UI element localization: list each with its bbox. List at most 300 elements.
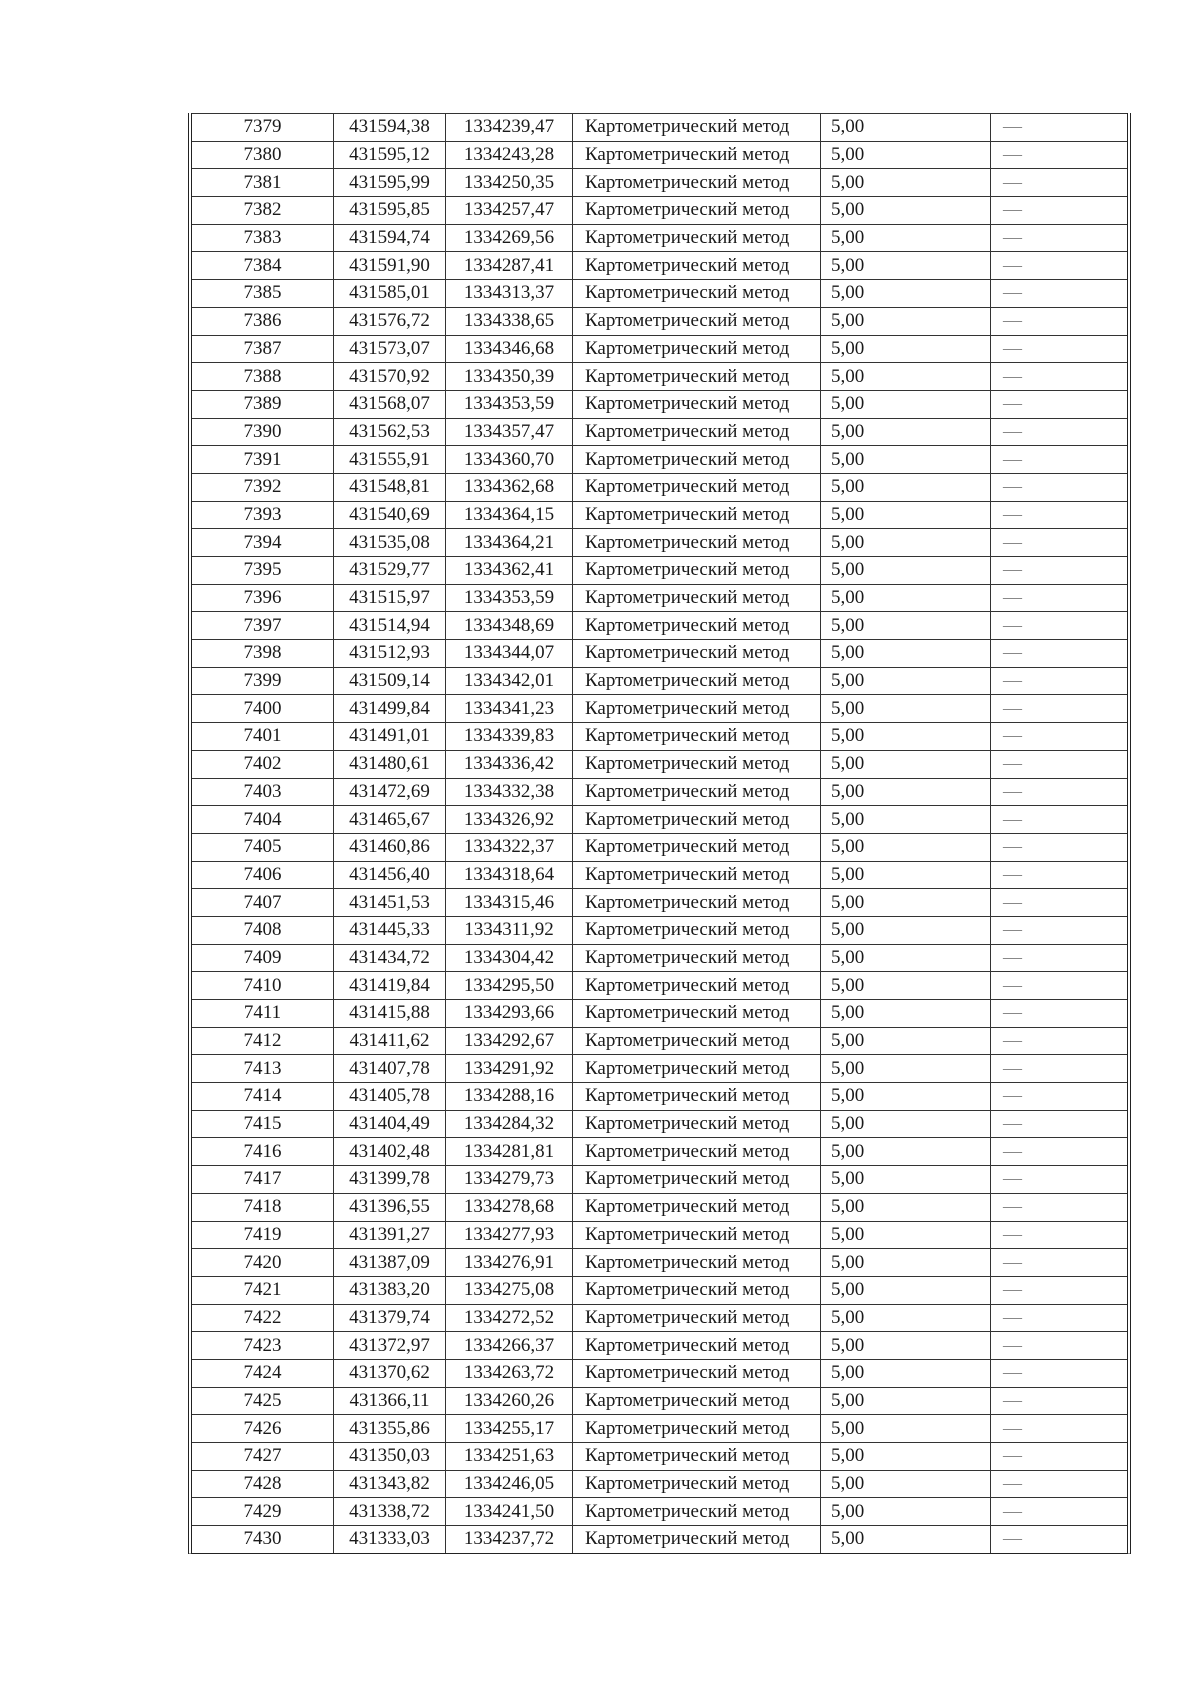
accuracy-cell: 5,00 bbox=[821, 640, 991, 668]
method-cell: Картометрический метод bbox=[573, 861, 821, 889]
accuracy-cell: 5,00 bbox=[821, 889, 991, 917]
point-number-cell: 7406 bbox=[192, 861, 334, 889]
note-cell: — bbox=[991, 1470, 1128, 1498]
table-row bbox=[192, 1332, 1127, 1360]
method-cell: Картометрический метод bbox=[573, 197, 821, 225]
accuracy-cell: 5,00 bbox=[821, 1110, 991, 1138]
method-cell: Картометрический метод bbox=[573, 224, 821, 252]
accuracy-cell: 5,00 bbox=[821, 861, 991, 889]
accuracy-cell: 5,00 bbox=[821, 1138, 991, 1166]
point-number-cell: 7385 bbox=[192, 280, 334, 308]
note-cell: — bbox=[991, 307, 1128, 335]
y-coordinate-cell: 1334318,64 bbox=[446, 861, 573, 889]
y-coordinate-cell: 1334348,69 bbox=[446, 612, 573, 640]
y-coordinate-cell: 1334346,68 bbox=[446, 335, 573, 363]
table-row bbox=[192, 1027, 1127, 1055]
y-coordinate-cell: 1334272,52 bbox=[446, 1304, 573, 1332]
note-cell: — bbox=[991, 1055, 1128, 1083]
note-cell: — bbox=[991, 972, 1128, 1000]
table-row bbox=[192, 833, 1127, 861]
accuracy-cell: 5,00 bbox=[821, 529, 991, 557]
accuracy-cell: 5,00 bbox=[821, 1193, 991, 1221]
point-number-cell: 7427 bbox=[192, 1443, 334, 1471]
note-cell: — bbox=[991, 750, 1128, 778]
table-row bbox=[192, 584, 1127, 612]
table-row bbox=[192, 1526, 1127, 1553]
accuracy-cell: 5,00 bbox=[821, 1055, 991, 1083]
x-coordinate-cell: 431594,38 bbox=[334, 114, 446, 142]
table-row bbox=[192, 1166, 1127, 1194]
method-cell: Картометрический метод bbox=[573, 1110, 821, 1138]
x-coordinate-cell: 431480,61 bbox=[334, 750, 446, 778]
accuracy-cell: 5,00 bbox=[821, 473, 991, 501]
table-row bbox=[192, 750, 1127, 778]
accuracy-cell: 5,00 bbox=[821, 723, 991, 751]
method-cell: Картометрический метод bbox=[573, 833, 821, 861]
method-cell: Картометрический метод bbox=[573, 1221, 821, 1249]
point-number-cell: 7428 bbox=[192, 1470, 334, 1498]
note-cell: — bbox=[991, 1387, 1128, 1415]
method-cell: Картометрический метод bbox=[573, 1526, 821, 1553]
accuracy-cell: 5,00 bbox=[821, 1443, 991, 1471]
accuracy-cell: 5,00 bbox=[821, 114, 991, 142]
note-cell: — bbox=[991, 1027, 1128, 1055]
y-coordinate-cell: 1334311,92 bbox=[446, 916, 573, 944]
note-cell: — bbox=[991, 1249, 1128, 1277]
note-cell: — bbox=[991, 584, 1128, 612]
table-row bbox=[192, 916, 1127, 944]
accuracy-cell: 5,00 bbox=[821, 1083, 991, 1111]
method-cell: Картометрический метод bbox=[573, 418, 821, 446]
point-number-cell: 7395 bbox=[192, 557, 334, 585]
y-coordinate-cell: 1334342,01 bbox=[446, 667, 573, 695]
table-row bbox=[192, 1276, 1127, 1304]
accuracy-cell: 5,00 bbox=[821, 944, 991, 972]
x-coordinate-cell: 431402,48 bbox=[334, 1138, 446, 1166]
x-coordinate-cell: 431434,72 bbox=[334, 944, 446, 972]
note-cell: — bbox=[991, 1000, 1128, 1028]
table-row bbox=[192, 1138, 1127, 1166]
method-cell: Картометрический метод bbox=[573, 806, 821, 834]
method-cell: Картометрический метод bbox=[573, 390, 821, 418]
point-number-cell: 7419 bbox=[192, 1221, 334, 1249]
method-cell: Картометрический метод bbox=[573, 141, 821, 169]
y-coordinate-cell: 1334360,70 bbox=[446, 446, 573, 474]
method-cell: Картометрический метод bbox=[573, 1193, 821, 1221]
point-number-cell: 7384 bbox=[192, 252, 334, 280]
table-row bbox=[192, 1000, 1127, 1028]
accuracy-cell: 5,00 bbox=[821, 972, 991, 1000]
note-cell: — bbox=[991, 557, 1128, 585]
accuracy-cell: 5,00 bbox=[821, 169, 991, 197]
table-row bbox=[192, 723, 1127, 751]
note-cell: — bbox=[991, 169, 1128, 197]
table-row bbox=[192, 252, 1127, 280]
method-cell: Картометрический метод bbox=[573, 667, 821, 695]
note-cell: — bbox=[991, 778, 1128, 806]
y-coordinate-cell: 1334269,56 bbox=[446, 224, 573, 252]
x-coordinate-cell: 431399,78 bbox=[334, 1166, 446, 1194]
note-cell: — bbox=[991, 723, 1128, 751]
note-cell: — bbox=[991, 833, 1128, 861]
accuracy-cell: 5,00 bbox=[821, 418, 991, 446]
point-number-cell: 7413 bbox=[192, 1055, 334, 1083]
table-row bbox=[192, 806, 1127, 834]
y-coordinate-cell: 1334246,05 bbox=[446, 1470, 573, 1498]
x-coordinate-cell: 431509,14 bbox=[334, 667, 446, 695]
note-cell: — bbox=[991, 141, 1128, 169]
y-coordinate-cell: 1334364,15 bbox=[446, 501, 573, 529]
method-cell: Картометрический метод bbox=[573, 1415, 821, 1443]
method-cell: Картометрический метод bbox=[573, 1443, 821, 1471]
x-coordinate-cell: 431535,08 bbox=[334, 529, 446, 557]
x-coordinate-cell: 431585,01 bbox=[334, 280, 446, 308]
method-cell: Картометрический метод bbox=[573, 1332, 821, 1360]
y-coordinate-cell: 1334237,72 bbox=[446, 1526, 573, 1553]
point-number-cell: 7404 bbox=[192, 806, 334, 834]
y-coordinate-cell: 1334295,50 bbox=[446, 972, 573, 1000]
note-cell: — bbox=[991, 640, 1128, 668]
method-cell: Картометрический метод bbox=[573, 252, 821, 280]
y-coordinate-cell: 1334260,26 bbox=[446, 1387, 573, 1415]
y-coordinate-cell: 1334304,42 bbox=[446, 944, 573, 972]
point-number-cell: 7409 bbox=[192, 944, 334, 972]
accuracy-cell: 5,00 bbox=[821, 141, 991, 169]
point-number-cell: 7393 bbox=[192, 501, 334, 529]
accuracy-cell: 5,00 bbox=[821, 806, 991, 834]
accuracy-cell: 5,00 bbox=[821, 833, 991, 861]
y-coordinate-cell: 1334255,17 bbox=[446, 1415, 573, 1443]
method-cell: Картометрический метод bbox=[573, 778, 821, 806]
accuracy-cell: 5,00 bbox=[821, 197, 991, 225]
x-coordinate-cell: 431548,81 bbox=[334, 473, 446, 501]
table-row bbox=[192, 473, 1127, 501]
accuracy-cell: 5,00 bbox=[821, 1000, 991, 1028]
x-coordinate-cell: 431529,77 bbox=[334, 557, 446, 585]
table-row bbox=[192, 695, 1127, 723]
point-number-cell: 7426 bbox=[192, 1415, 334, 1443]
method-cell: Картометрический метод bbox=[573, 280, 821, 308]
table-row bbox=[192, 1055, 1127, 1083]
method-cell: Картометрический метод bbox=[573, 501, 821, 529]
note-cell: — bbox=[991, 390, 1128, 418]
accuracy-cell: 5,00 bbox=[821, 307, 991, 335]
method-cell: Картометрический метод bbox=[573, 889, 821, 917]
accuracy-cell: 5,00 bbox=[821, 1249, 991, 1277]
accuracy-cell: 5,00 bbox=[821, 612, 991, 640]
method-cell: Картометрический метод bbox=[573, 750, 821, 778]
y-coordinate-cell: 1334336,42 bbox=[446, 750, 573, 778]
accuracy-cell: 5,00 bbox=[821, 1498, 991, 1526]
method-cell: Картометрический метод bbox=[573, 1000, 821, 1028]
y-coordinate-cell: 1334332,38 bbox=[446, 778, 573, 806]
x-coordinate-cell: 431387,09 bbox=[334, 1249, 446, 1277]
point-number-cell: 7416 bbox=[192, 1138, 334, 1166]
method-cell: Картометрический метод bbox=[573, 1055, 821, 1083]
method-cell: Картометрический метод bbox=[573, 916, 821, 944]
table-row bbox=[192, 640, 1127, 668]
point-number-cell: 7403 bbox=[192, 778, 334, 806]
note-cell: — bbox=[991, 335, 1128, 363]
y-coordinate-cell: 1334239,47 bbox=[446, 114, 573, 142]
accuracy-cell: 5,00 bbox=[821, 363, 991, 391]
table-body bbox=[192, 114, 1127, 1553]
y-coordinate-cell: 1334281,81 bbox=[446, 1138, 573, 1166]
table-row bbox=[192, 1221, 1127, 1249]
y-coordinate-cell: 1334287,41 bbox=[446, 252, 573, 280]
x-coordinate-cell: 431343,82 bbox=[334, 1470, 446, 1498]
point-number-cell: 7415 bbox=[192, 1110, 334, 1138]
y-coordinate-cell: 1334291,92 bbox=[446, 1055, 573, 1083]
x-coordinate-cell: 431540,69 bbox=[334, 501, 446, 529]
table-row bbox=[192, 335, 1127, 363]
point-number-cell: 7396 bbox=[192, 584, 334, 612]
point-number-cell: 7401 bbox=[192, 723, 334, 751]
point-number-cell: 7399 bbox=[192, 667, 334, 695]
note-cell: — bbox=[991, 695, 1128, 723]
x-coordinate-cell: 431591,90 bbox=[334, 252, 446, 280]
x-coordinate-cell: 431491,01 bbox=[334, 723, 446, 751]
x-coordinate-cell: 431372,97 bbox=[334, 1332, 446, 1360]
table-row bbox=[192, 1193, 1127, 1221]
method-cell: Картометрический метод bbox=[573, 1276, 821, 1304]
accuracy-cell: 5,00 bbox=[821, 252, 991, 280]
table-row bbox=[192, 1387, 1127, 1415]
x-coordinate-cell: 431404,49 bbox=[334, 1110, 446, 1138]
table-row bbox=[192, 612, 1127, 640]
x-coordinate-cell: 431338,72 bbox=[334, 1498, 446, 1526]
point-number-cell: 7389 bbox=[192, 390, 334, 418]
table-row bbox=[192, 280, 1127, 308]
x-coordinate-cell: 431370,62 bbox=[334, 1359, 446, 1387]
y-coordinate-cell: 1334284,32 bbox=[446, 1110, 573, 1138]
note-cell: — bbox=[991, 1498, 1128, 1526]
y-coordinate-cell: 1334276,91 bbox=[446, 1249, 573, 1277]
accuracy-cell: 5,00 bbox=[821, 916, 991, 944]
y-coordinate-cell: 1334278,68 bbox=[446, 1193, 573, 1221]
method-cell: Картометрический метод bbox=[573, 529, 821, 557]
table-row bbox=[192, 1110, 1127, 1138]
method-cell: Картометрический метод bbox=[573, 1359, 821, 1387]
accuracy-cell: 5,00 bbox=[821, 695, 991, 723]
y-coordinate-cell: 1334292,67 bbox=[446, 1027, 573, 1055]
accuracy-cell: 5,00 bbox=[821, 557, 991, 585]
note-cell: — bbox=[991, 889, 1128, 917]
note-cell: — bbox=[991, 1138, 1128, 1166]
method-cell: Картометрический метод bbox=[573, 1083, 821, 1111]
x-coordinate-cell: 431570,92 bbox=[334, 363, 446, 391]
table-row bbox=[192, 169, 1127, 197]
accuracy-cell: 5,00 bbox=[821, 1332, 991, 1360]
y-coordinate-cell: 1334362,68 bbox=[446, 473, 573, 501]
method-cell: Картометрический метод bbox=[573, 612, 821, 640]
point-number-cell: 7421 bbox=[192, 1276, 334, 1304]
table-row bbox=[192, 390, 1127, 418]
method-cell: Картометрический метод bbox=[573, 307, 821, 335]
accuracy-cell: 5,00 bbox=[821, 1387, 991, 1415]
y-coordinate-cell: 1334326,92 bbox=[446, 806, 573, 834]
table-row bbox=[192, 861, 1127, 889]
x-coordinate-cell: 431472,69 bbox=[334, 778, 446, 806]
note-cell: — bbox=[991, 1110, 1128, 1138]
point-number-cell: 7398 bbox=[192, 640, 334, 668]
table-row bbox=[192, 1415, 1127, 1443]
x-coordinate-cell: 431405,78 bbox=[334, 1083, 446, 1111]
table-row bbox=[192, 1443, 1127, 1471]
x-coordinate-cell: 431595,12 bbox=[334, 141, 446, 169]
table-row bbox=[192, 307, 1127, 335]
method-cell: Картометрический метод bbox=[573, 473, 821, 501]
y-coordinate-cell: 1334339,83 bbox=[446, 723, 573, 751]
note-cell: — bbox=[991, 612, 1128, 640]
note-cell: — bbox=[991, 1332, 1128, 1360]
point-number-cell: 7383 bbox=[192, 224, 334, 252]
x-coordinate-cell: 431350,03 bbox=[334, 1443, 446, 1471]
table-row bbox=[192, 224, 1127, 252]
x-coordinate-cell: 431460,86 bbox=[334, 833, 446, 861]
point-number-cell: 7391 bbox=[192, 446, 334, 474]
x-coordinate-cell: 431333,03 bbox=[334, 1526, 446, 1553]
method-cell: Картометрический метод bbox=[573, 1138, 821, 1166]
point-number-cell: 7430 bbox=[192, 1526, 334, 1553]
accuracy-cell: 5,00 bbox=[821, 1470, 991, 1498]
y-coordinate-cell: 1334338,65 bbox=[446, 307, 573, 335]
point-number-cell: 7417 bbox=[192, 1166, 334, 1194]
y-coordinate-cell: 1334362,41 bbox=[446, 557, 573, 585]
point-number-cell: 7414 bbox=[192, 1083, 334, 1111]
accuracy-cell: 5,00 bbox=[821, 778, 991, 806]
x-coordinate-cell: 431515,97 bbox=[334, 584, 446, 612]
method-cell: Картометрический метод bbox=[573, 446, 821, 474]
note-cell: — bbox=[991, 501, 1128, 529]
x-coordinate-cell: 431391,27 bbox=[334, 1221, 446, 1249]
point-number-cell: 7386 bbox=[192, 307, 334, 335]
table-row bbox=[192, 1359, 1127, 1387]
table-row bbox=[192, 446, 1127, 474]
x-coordinate-cell: 431379,74 bbox=[334, 1304, 446, 1332]
point-number-cell: 7407 bbox=[192, 889, 334, 917]
note-cell: — bbox=[991, 1166, 1128, 1194]
y-coordinate-cell: 1334353,59 bbox=[446, 584, 573, 612]
y-coordinate-cell: 1334275,08 bbox=[446, 1276, 573, 1304]
x-coordinate-cell: 431576,72 bbox=[334, 307, 446, 335]
y-coordinate-cell: 1334353,59 bbox=[446, 390, 573, 418]
method-cell: Картометрический метод bbox=[573, 1249, 821, 1277]
method-cell: Картометрический метод bbox=[573, 1304, 821, 1332]
y-coordinate-cell: 1334241,50 bbox=[446, 1498, 573, 1526]
table-row bbox=[192, 1304, 1127, 1332]
x-coordinate-cell: 431366,11 bbox=[334, 1387, 446, 1415]
x-coordinate-cell: 431411,62 bbox=[334, 1027, 446, 1055]
table-row bbox=[192, 197, 1127, 225]
note-cell: — bbox=[991, 667, 1128, 695]
x-coordinate-cell: 431499,84 bbox=[334, 695, 446, 723]
note-cell: — bbox=[991, 252, 1128, 280]
y-coordinate-cell: 1334344,07 bbox=[446, 640, 573, 668]
point-number-cell: 7405 bbox=[192, 833, 334, 861]
note-cell: — bbox=[991, 114, 1128, 142]
method-cell: Картометрический метод bbox=[573, 695, 821, 723]
point-number-cell: 7381 bbox=[192, 169, 334, 197]
method-cell: Картометрический метод bbox=[573, 944, 821, 972]
accuracy-cell: 5,00 bbox=[821, 1359, 991, 1387]
accuracy-cell: 5,00 bbox=[821, 390, 991, 418]
x-coordinate-cell: 431568,07 bbox=[334, 390, 446, 418]
y-coordinate-cell: 1334357,47 bbox=[446, 418, 573, 446]
accuracy-cell: 5,00 bbox=[821, 501, 991, 529]
table-row bbox=[192, 529, 1127, 557]
accuracy-cell: 5,00 bbox=[821, 584, 991, 612]
method-cell: Картометрический метод bbox=[573, 363, 821, 391]
table-row bbox=[192, 1083, 1127, 1111]
x-coordinate-cell: 431595,99 bbox=[334, 169, 446, 197]
y-coordinate-cell: 1334250,35 bbox=[446, 169, 573, 197]
x-coordinate-cell: 431445,33 bbox=[334, 916, 446, 944]
accuracy-cell: 5,00 bbox=[821, 335, 991, 363]
note-cell: — bbox=[991, 197, 1128, 225]
y-coordinate-cell: 1334293,66 bbox=[446, 1000, 573, 1028]
y-coordinate-cell: 1334364,21 bbox=[446, 529, 573, 557]
x-coordinate-cell: 431555,91 bbox=[334, 446, 446, 474]
y-coordinate-cell: 1334243,28 bbox=[446, 141, 573, 169]
point-number-cell: 7380 bbox=[192, 141, 334, 169]
table-row bbox=[192, 778, 1127, 806]
method-cell: Картометрический метод bbox=[573, 1387, 821, 1415]
x-coordinate-cell: 431383,20 bbox=[334, 1276, 446, 1304]
note-cell: — bbox=[991, 1304, 1128, 1332]
x-coordinate-cell: 431456,40 bbox=[334, 861, 446, 889]
method-cell: Картометрический метод bbox=[573, 972, 821, 1000]
point-number-cell: 7400 bbox=[192, 695, 334, 723]
accuracy-cell: 5,00 bbox=[821, 1415, 991, 1443]
point-number-cell: 7382 bbox=[192, 197, 334, 225]
note-cell: — bbox=[991, 861, 1128, 889]
method-cell: Картометрический метод bbox=[573, 584, 821, 612]
note-cell: — bbox=[991, 1415, 1128, 1443]
x-coordinate-cell: 431465,67 bbox=[334, 806, 446, 834]
point-number-cell: 7390 bbox=[192, 418, 334, 446]
x-coordinate-cell: 431415,88 bbox=[334, 1000, 446, 1028]
table-row bbox=[192, 557, 1127, 585]
point-number-cell: 7424 bbox=[192, 1359, 334, 1387]
accuracy-cell: 5,00 bbox=[821, 224, 991, 252]
point-number-cell: 7402 bbox=[192, 750, 334, 778]
accuracy-cell: 5,00 bbox=[821, 1027, 991, 1055]
point-number-cell: 7422 bbox=[192, 1304, 334, 1332]
method-cell: Картометрический метод bbox=[573, 640, 821, 668]
point-number-cell: 7423 bbox=[192, 1332, 334, 1360]
method-cell: Картометрический метод bbox=[573, 1027, 821, 1055]
x-coordinate-cell: 431355,86 bbox=[334, 1415, 446, 1443]
method-cell: Картометрический метод bbox=[573, 1166, 821, 1194]
note-cell: — bbox=[991, 1083, 1128, 1111]
x-coordinate-cell: 431573,07 bbox=[334, 335, 446, 363]
x-coordinate-cell: 431595,85 bbox=[334, 197, 446, 225]
note-cell: — bbox=[991, 473, 1128, 501]
table-row bbox=[192, 363, 1127, 391]
y-coordinate-cell: 1334266,37 bbox=[446, 1332, 573, 1360]
x-coordinate-cell: 431419,84 bbox=[334, 972, 446, 1000]
note-cell: — bbox=[991, 1443, 1128, 1471]
point-number-cell: 7410 bbox=[192, 972, 334, 1000]
point-number-cell: 7411 bbox=[192, 1000, 334, 1028]
note-cell: — bbox=[991, 418, 1128, 446]
note-cell: — bbox=[991, 806, 1128, 834]
method-cell: Картометрический метод bbox=[573, 169, 821, 197]
table-row bbox=[192, 418, 1127, 446]
method-cell: Картометрический метод bbox=[573, 723, 821, 751]
accuracy-cell: 5,00 bbox=[821, 1304, 991, 1332]
